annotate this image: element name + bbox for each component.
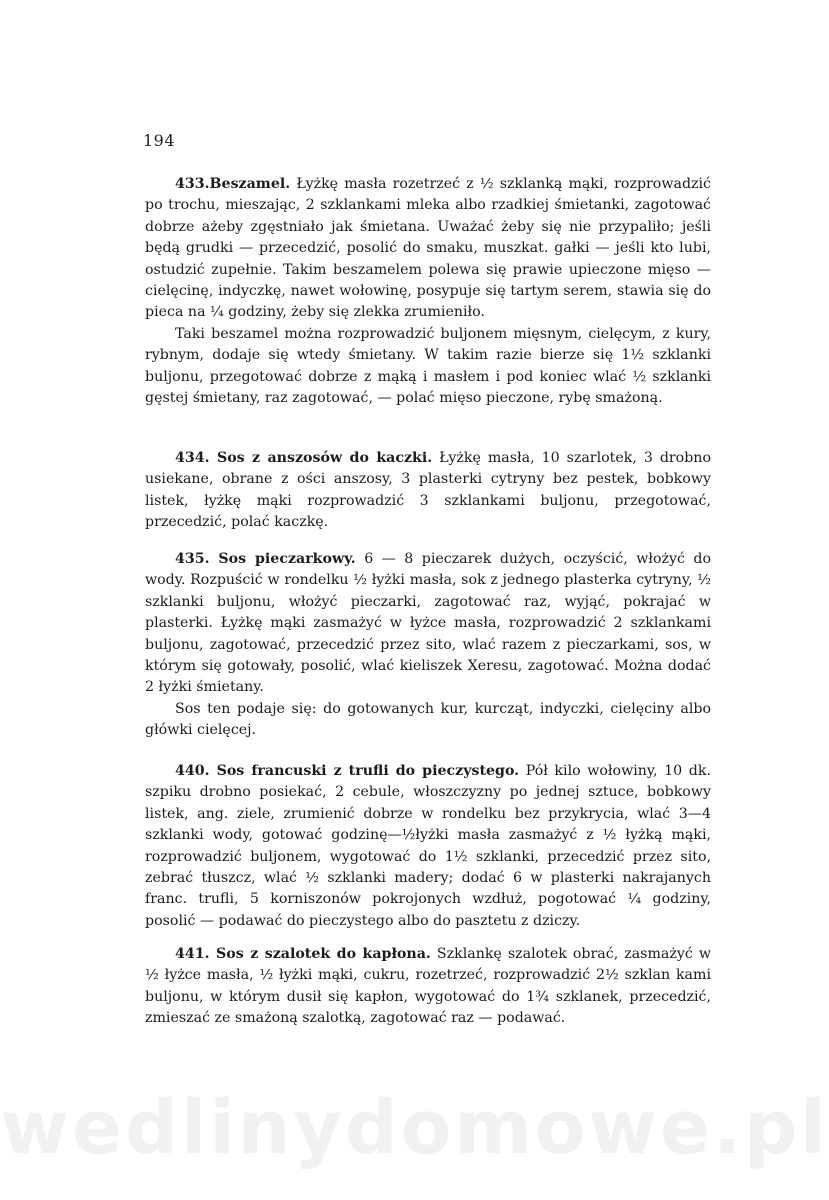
recipe-text: Taki beszamel można rozprowadzić buljonem mięsnym, cielęcym, z kury, rybnym, dodaje się wtedy śmietany. W takim razie bierze się 1½ szklanki buljonu, przegotować dobrze z mąką i masłem i pod koniec wlać ½ szklanki gęstej śmietany, raz zagotować, — polać mięso pieczone, rybę smażoną. xyxy=(145,325,711,407)
recipe-440 xyxy=(145,761,711,932)
recipe-paragraph xyxy=(145,944,711,1030)
recipe-paragraph xyxy=(145,324,711,410)
recipe-title: 435. Sos pieczarkowy. xyxy=(175,551,356,567)
recipe-435 xyxy=(145,549,711,742)
recipe-title: 440. Sos francuski z trufli do pieczystego. xyxy=(175,763,520,779)
recipe-title: 434. Sos z anszosów do kaczki. xyxy=(175,450,433,466)
recipe-paragraph xyxy=(145,699,711,742)
recipe-text: Łyżkę masła, 10 szarlotek, 3 drobno usiekane, obrane z ości anszosy, 3 plasterki cytryny bez pestek, bobkowy listek, łyżkę mąki rozprowadzić 3 szklankami buljonu, przegotować, przecedzić, polać kaczkę. xyxy=(145,450,711,531)
recipe-433 xyxy=(145,174,711,409)
recipe-text: 6 — 8 pieczarek dużych, oczyścić, włożyć do wody. Rozpuścić w rondelku ½ łyżki masła, sok z jednego plasterka cytryny, ½ szklanki buljonu, włożyć pieczarki, zagotować raz, wyjąć, pokrajać w plasterki. Łyżkę mąki zasmażyć w łyżce masła, rozprowadzić 2 szklankami buljonu, zagotować, przecedzić przez sito, wlać razem z pieczarkami, sos, w którym się gotowały, posolić, wlać kieliszek Xeresu, zagotować. Można dodać 2 łyżki śmietany. xyxy=(145,551,711,696)
recipe-paragraph xyxy=(145,174,711,324)
recipe-text: Szklankę szalotek obrać, zasmażyć w ½ łyżce masła, ½ łyżki mąki, cukru, rozetrzeć, rozprowadzić 2½ szklan kami buljonu, w którym dusił się kapłon, wygotować do 1¾ szklanek, przecedzić, zmieszać ze smażoną szalotką, zagotować raz — podawać. xyxy=(145,946,711,1027)
page-number: 194 xyxy=(143,131,176,150)
recipe-paragraph xyxy=(145,448,711,534)
recipe-text: Pół kilo wołowiny, 10 dk. szpiku drobno posiekać, 2 cebule, włoszczyzny po jednej sztuce, bobkowy listek, ang. ziele, zrumienić dobrze w rondelku bez przykrycia, wlać 3—4 szklanki wody, gotować godzinę—½łyżki masła zasmażyć z ½ łyżką mąki, rozprowadzić buljonem, wygotować do 1½ szklanki, przecedzić przez sito, zebrać tłuszcz, wlać ½ szklanki madery; dodać 6 w plasterki nakrajanych franc. trufli, 5 korniszonów pokrojonych wzdłuż, pogotować ¼ godziny, posolić — podawać do pieczystego albo do pasztetu z dziczy. xyxy=(145,763,711,929)
recipe-441 xyxy=(145,944,711,1030)
recipe-text: Łyżkę masła rozetrzeć z ½ szklanką mąki, rozprowadzić po trochu, mieszając, 2 szklankami mleka albo rzadkiej śmietanki, zagotować dobrze ażeby zgęstniało jak śmietana. Uważać żeby się nie przypaliło; jeśli będą grudki — przecedzić, posolić do smaku, muszkat. gałki — jeśli kto lubi, ostudzić zupełnie. Takim beszamelem polewa się prawie upieczone mięso — cielęcinę, indyczkę, nawet wołowinę, posypuje się tartym serem, stawia się do pieca na ¼ godziny, żeby się zlekka zrumieniło. xyxy=(145,176,711,321)
recipe-paragraph xyxy=(145,549,711,699)
recipe-paragraph xyxy=(145,761,711,932)
recipe-title: 441. Sos z szalotek do kapłona. xyxy=(175,946,431,962)
watermark: wedlinydomowe.pl xyxy=(0,1085,829,1171)
recipe-text: Sos ten podaje się: do gotowanych kur, kurcząt, indyczki, cielęciny albo główki cielęcej. xyxy=(145,700,711,739)
recipe-434 xyxy=(145,448,711,534)
recipe-title: 433.Beszamel. xyxy=(175,176,291,192)
